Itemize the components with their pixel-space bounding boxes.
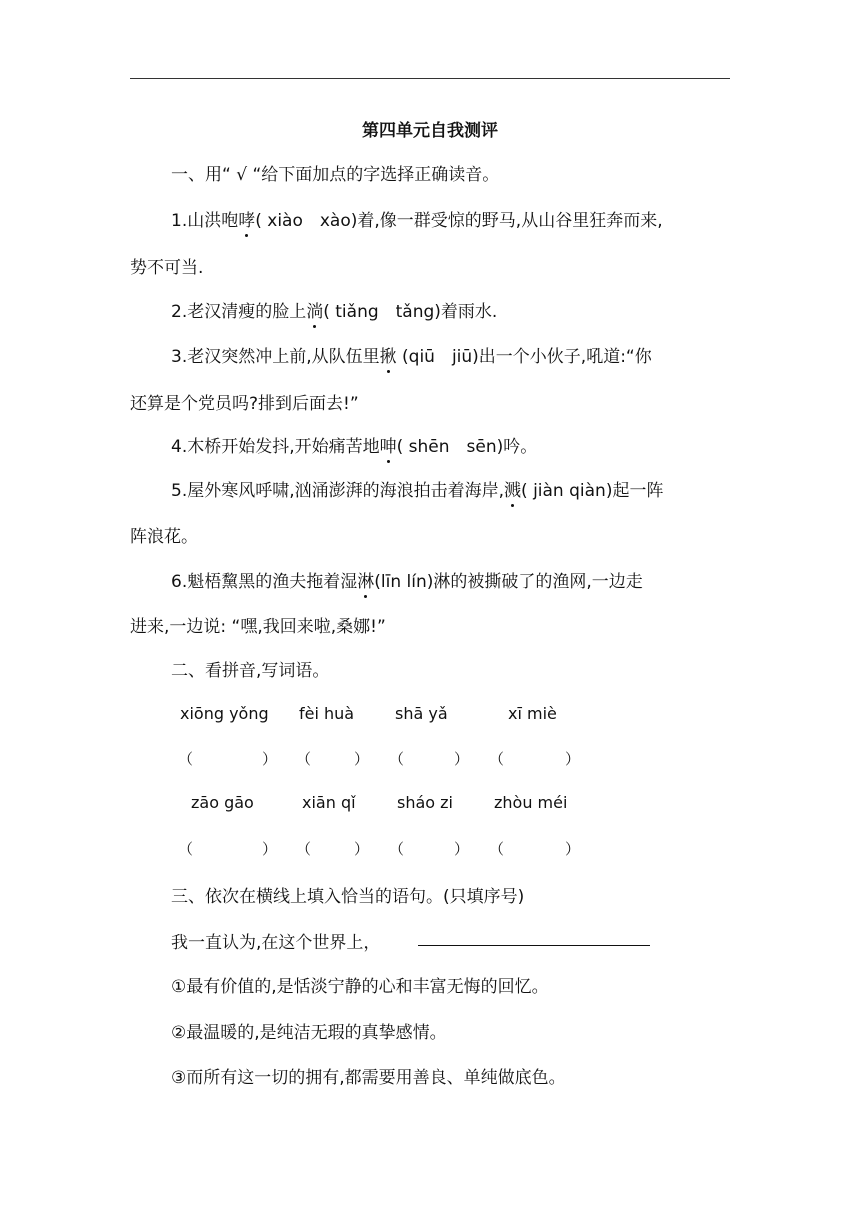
q3-dotted-char: 揪 [380, 342, 397, 367]
fill-prompt: 我一直认为,在这个世界上， [171, 933, 381, 953]
option-3: ③而所有这一切的拥有,都需要用善良、单纯做底色。 [171, 1068, 566, 1088]
question-3 [171, 342, 652, 367]
q3-pre: 3.老汉突然冲上前,从队伍里 [171, 347, 380, 367]
option-1: ①最有价值的,是恬淡宁静的心和丰富无悔的回忆。 [171, 977, 549, 997]
question-5-cont: 阵浪花。 [130, 527, 198, 547]
answer-paren-close: ） [354, 750, 370, 768]
question-6 [171, 567, 643, 592]
pinyin-2-4: zhòu méi [494, 793, 568, 812]
question-1-cont: 势不可当. [130, 258, 204, 278]
question-1 [171, 206, 663, 231]
q4-pre: 4.木桥开始发抖,开始痛苦地 [171, 437, 380, 457]
q2-dotted-char: 淌 [306, 297, 323, 322]
pinyin-2-1: zāo gāo [191, 793, 254, 812]
q5-dotted-char: 溅 [504, 476, 521, 501]
question-2 [171, 297, 497, 322]
q1-dotted-char: 哮 [238, 206, 255, 231]
q6-post: (līn lín)淋的被撕破了的渔网,一边走 [374, 572, 643, 592]
pinyin-2-3: sháo zi [397, 793, 453, 812]
question-3-cont: 还算是个党员吗?排到后面去!” [130, 394, 359, 414]
answer-paren-close: ） [565, 840, 581, 858]
option-2: ②最温暖的,是纯洁无瑕的真挚感情。 [171, 1023, 447, 1043]
pinyin-1-2: fèi huà [299, 704, 355, 723]
answer-paren-close: ） [262, 750, 278, 768]
answer-paren-open: （ [296, 750, 312, 768]
answer-paren-open: （ [178, 750, 194, 768]
answer-paren-close: ） [354, 840, 370, 858]
question-6-cont: 进来,一边说: “嘿,我回来啦,桑娜!” [130, 617, 386, 637]
pinyin-1-3: shā yǎ [395, 704, 448, 723]
page-title: 第四单元自我测评 [362, 121, 498, 141]
q2-post: ( tiǎng tǎng)着雨水. [323, 302, 498, 322]
pinyin-1-1: xiōng yǒng [180, 704, 269, 723]
answer-paren-close: ） [454, 750, 470, 768]
q1-pre: 1.山洪咆 [171, 211, 239, 231]
answer-paren-open: （ [178, 840, 194, 858]
pinyin-1-4: xī miè [508, 704, 557, 723]
answer-paren-open: （ [489, 750, 505, 768]
answer-paren-open: （ [296, 840, 312, 858]
q1-post: ( xiào xào)着,像一群受惊的野马,从山谷里狂奔而来, [255, 211, 663, 231]
q4-dotted-char: 呻 [380, 432, 397, 457]
answer-paren-close: ） [262, 840, 278, 858]
question-4 [171, 432, 537, 457]
answer-paren-close: ） [454, 840, 470, 858]
q4-post: ( shēn sēn)吟。 [396, 437, 538, 457]
answer-paren-open: （ [489, 840, 505, 858]
section1-heading: 一、用“ √ “给下面加点的字选择正确读音。 [171, 165, 500, 185]
answer-blank-line [418, 945, 650, 946]
q2-pre: 2.老汉清瘦的脸上 [171, 302, 307, 322]
q6-dotted-char: 淋 [357, 567, 374, 592]
q5-post: ( jiàn qiàn)起一阵 [521, 481, 664, 501]
answer-paren-open: （ [389, 840, 405, 858]
section3-heading: 三、依次在横线上填入恰当的语句。(只填序号) [171, 887, 525, 907]
question-5 [171, 476, 663, 501]
header-rule [130, 78, 730, 79]
pinyin-2-2: xiān qǐ [302, 793, 356, 812]
q6-pre: 6.魁梧黧黑的渔夫拖着湿 [171, 572, 358, 592]
answer-paren-close: ） [565, 750, 581, 768]
q3-post: (qiū jiū)出一个小伙子,吼道:“你 [396, 347, 652, 367]
answer-paren-open: （ [389, 750, 405, 768]
q5-pre: 5.屋外寒风呼啸,汹涌澎湃的海浪拍击着海岸, [171, 481, 505, 501]
section2-heading: 二、看拼音,写词语。 [171, 661, 330, 681]
